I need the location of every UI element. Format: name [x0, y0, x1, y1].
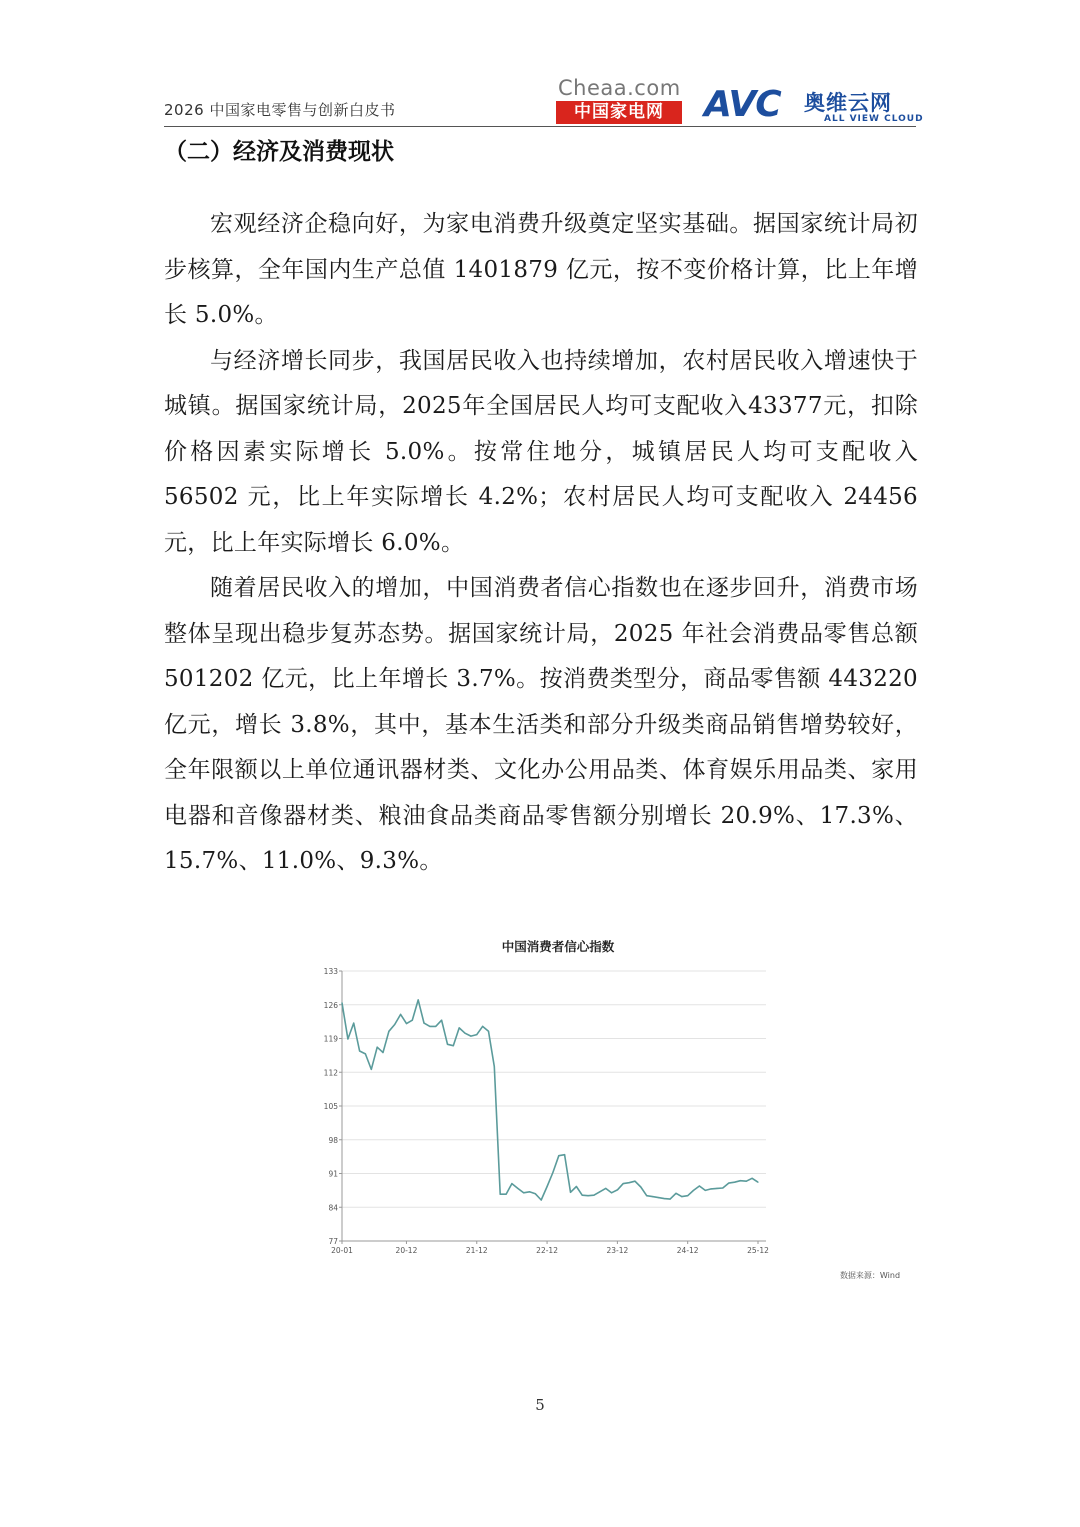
data-point	[476, 1034, 477, 1035]
data-point	[599, 1191, 600, 1192]
data-point	[535, 1193, 536, 1194]
y-tick-label: 84	[328, 1203, 338, 1213]
cheaa-logo	[556, 76, 684, 126]
data-point	[746, 1181, 747, 1182]
paragraph-consumption: 随着居民收入的增加，中国消费者信心指数也在逐步回升，消费市场整体呈现出稳步复苏态势。据国家统计局，2025 年社会消费品零售总额 501202 亿元，比上年增长 3.7%。按消费类型分，商品零售额 443220 亿元，增长 3.8%，其中，基本生活类和部分升级类商品销售增势较好，全年限额以上单位通讯器材类、文化办公用品类、体育娱乐用品类、家用电器和音像器材类、粮油食品类商品零售额分别增长 20.9%、17.3%、15.7%、11.0%、9.3%。	[164, 575, 918, 874]
x-tick-label: 20-01	[331, 1246, 353, 1255]
data-point	[722, 1187, 723, 1188]
chart-series	[341, 999, 758, 1200]
chart-canvas	[318, 930, 918, 1285]
chart-source: 数据来源：Wind	[839, 1271, 901, 1280]
x-tick-label: 25-12	[747, 1246, 769, 1255]
y-tick-label: 133	[323, 967, 338, 976]
data-point	[558, 1155, 559, 1156]
data-point	[500, 1194, 501, 1195]
data-point	[353, 1023, 354, 1024]
page-number: 5	[535, 1396, 545, 1414]
data-point	[388, 1031, 389, 1032]
data-point	[464, 1033, 465, 1034]
data-point	[588, 1195, 589, 1196]
x-tick-label: 21-12	[465, 1246, 488, 1255]
x-tick-label: 23-12	[606, 1246, 629, 1255]
x-tick-label: 24-12	[676, 1246, 699, 1255]
data-point	[552, 1172, 553, 1173]
data-point	[634, 1181, 635, 1182]
data-point	[664, 1198, 665, 1199]
data-point	[711, 1188, 712, 1189]
data-point	[341, 1002, 342, 1003]
header-divider	[164, 126, 916, 127]
data-point	[617, 1189, 618, 1190]
y-tick-label: 105	[323, 1102, 338, 1111]
data-point	[365, 1053, 366, 1054]
data-point	[658, 1197, 659, 1198]
data-point	[687, 1195, 688, 1196]
data-point	[412, 1020, 413, 1021]
data-point	[693, 1190, 694, 1191]
y-tick-label: 112	[323, 1068, 338, 1078]
data-point	[429, 1026, 430, 1027]
data-point	[675, 1193, 676, 1194]
data-point	[435, 1026, 436, 1027]
data-point	[359, 1050, 360, 1051]
data-point	[371, 1069, 372, 1070]
data-point	[757, 1182, 758, 1183]
chart-axes	[324, 967, 769, 1255]
data-point	[605, 1188, 606, 1189]
data-point	[423, 1023, 424, 1024]
data-point	[406, 1023, 407, 1024]
avc-logo	[704, 84, 924, 128]
chart-title: 中国消费者信心指数	[501, 939, 615, 954]
data-point	[418, 999, 419, 1000]
series-line	[342, 1000, 758, 1200]
paragraph-gdp: 宏观经济企稳向好，为家电消费升级奠定坚实基础。据国家统计局初步核算，全年国内生产总值 1401879 亿元，按不变价格计算，比上年增长 5.0%。	[164, 211, 918, 328]
document-title: 2026 中国家电零售与创新白皮书	[164, 101, 396, 119]
data-point	[541, 1199, 542, 1200]
y-tick-label: 77	[328, 1237, 338, 1246]
data-point	[506, 1194, 507, 1195]
y-tick-label: 126	[323, 1000, 338, 1010]
data-point	[576, 1186, 577, 1187]
data-point	[593, 1195, 594, 1196]
data-point	[347, 1038, 348, 1039]
avc-logo-chinese-name: 奥维云网	[804, 91, 892, 115]
data-point	[447, 1044, 448, 1045]
data-point	[394, 1024, 395, 1025]
data-point	[705, 1190, 706, 1191]
y-tick-label: 119	[323, 1034, 338, 1044]
x-tick-label: 22-12	[536, 1246, 558, 1255]
data-point	[611, 1192, 612, 1193]
data-point	[400, 1014, 401, 1015]
data-point	[652, 1196, 653, 1197]
y-tick-label: 91	[328, 1169, 338, 1179]
consumer-confidence-chart	[318, 930, 918, 1285]
data-point	[570, 1192, 571, 1193]
data-point	[459, 1027, 460, 1028]
cheaa-logo-name: 中国家电网	[556, 101, 682, 124]
data-point	[728, 1183, 729, 1184]
data-point	[453, 1045, 454, 1046]
avc-logo-english-name: ALL VIEW CLOUD	[824, 114, 924, 124]
data-point	[494, 1066, 495, 1067]
x-tick-label: 20-12	[395, 1246, 418, 1255]
data-point	[382, 1052, 383, 1053]
data-point	[716, 1188, 717, 1189]
data-point	[646, 1195, 647, 1196]
y-tick-label: 98	[328, 1135, 338, 1145]
data-point	[470, 1036, 471, 1037]
data-point	[734, 1182, 735, 1183]
data-point	[488, 1031, 489, 1032]
data-point	[752, 1178, 753, 1179]
cheaa-logo-domain: Cheaa.com	[558, 76, 681, 100]
data-point	[482, 1026, 483, 1027]
chart-gridlines	[342, 971, 766, 1241]
data-point	[670, 1199, 671, 1200]
data-point	[523, 1192, 524, 1193]
section-heading: （二）经济及消费现状	[164, 139, 394, 165]
data-point	[529, 1191, 530, 1192]
data-point	[547, 1186, 548, 1187]
data-point	[564, 1154, 565, 1155]
avc-logo-mark: AVC	[704, 84, 781, 125]
data-point	[640, 1186, 641, 1187]
data-point	[623, 1183, 624, 1184]
data-point	[699, 1185, 700, 1186]
data-point	[740, 1180, 741, 1181]
paragraph-income: 与经济增长同步，我国居民收入也持续增加，农村居民收入增速快于城镇。据国家统计局，2025年全国居民人均可支配收入43377元，扣除价格因素实际增长 5.0%。按常住地分，城镇居民人均可支配收入 56502 元，比上年实际增长 4.2%；农村居民人均可支配收入 24456 元，比上年实际增长 6.0%。	[164, 347, 918, 556]
data-point	[441, 1020, 442, 1021]
data-point	[511, 1183, 512, 1184]
data-point	[629, 1182, 630, 1183]
data-point	[681, 1196, 682, 1197]
data-point	[517, 1188, 518, 1189]
data-point	[377, 1047, 378, 1048]
data-point	[582, 1195, 583, 1196]
body-text	[164, 202, 918, 885]
